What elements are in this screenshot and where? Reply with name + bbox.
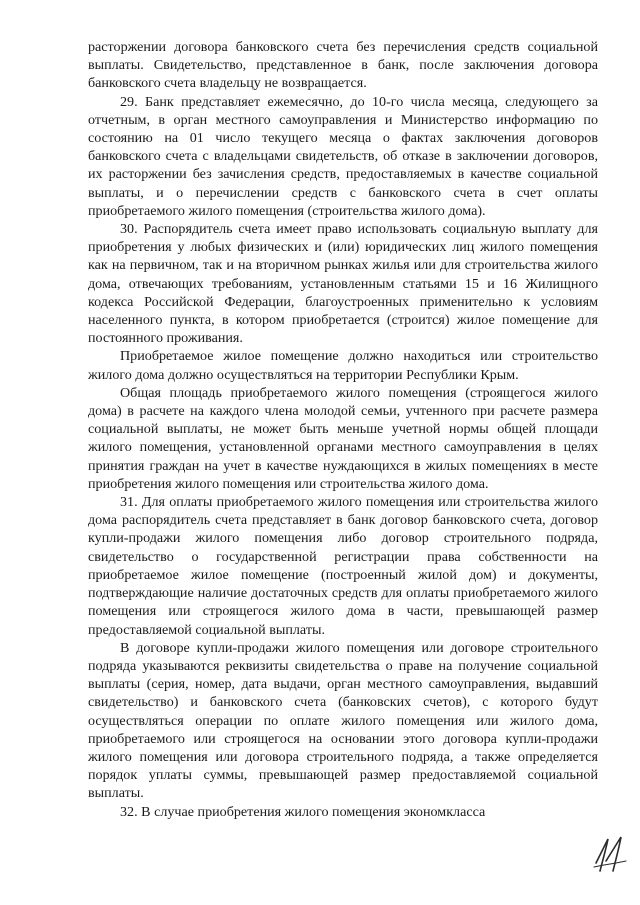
handwritten-signature-icon (592, 833, 632, 875)
document-page (88, 38, 598, 821)
paragraph-continuation: расторжении договора банковского счета без перечисления средств социальной выплаты. Свидетельство, представленное в банк, после заключения договора банковского счета владельцу не возвращается. (88, 39, 598, 92)
paragraph-30: 30. Распорядитель счета имеет право использовать социальную выплату для приобретения у любых физических и (или) юридических лиц жилого помещения как на первичном, так и на вторичном рынках жилья или для строительства жилого дома, отвечающих требованиям, установленным статьями 15 и 16 Жилищного кодекса Российской Федерации, благоустроенных применительно к условиям населенного пункта, в котором приобретается (строится) жилое помещение для постоянного проживания. (88, 221, 598, 347)
paragraph-32: 32. В случае приобретения жилого помещения экономкласса (120, 803, 486, 820)
paragraph-31: 31. Для оплаты приобретаемого жилого помещения или строительства жилого дома распорядитель счета представляет в банк договор банковского счета, договор купли-продажи жилого помещения либо договор строительного подряда, свидетельство о государственной регистрации права собственности на приобретаемое жилое помещение (построенный жилой дом) и документы, подтверждающие наличие достаточных средств для оплаты приобретаемого жилого помещения или строящегося жилого дома в части, превышающей размер предоставляемой социальной выплаты. (88, 494, 598, 638)
paragraph-30-area: Общая площадь приобретаемого жилого помещения (строящегося жилого дома) в расчете на каждого члена молодой семьи, учтенного при расчете размера социальной выплаты, не может быть меньше учетной нормы общей площади жилого помещения, установленной органами местного самоуправления в целях принятия граждан на учет в качестве нуждающихся в жилых помещениях в месте приобретения жилого помещения или строительства жилого дома. (88, 384, 598, 492)
paragraph-29: 29. Банк представляет ежемесячно, до 10-го числа месяца, следующего за отчетным, в орган местного самоуправления и Министерство информацию по состоянию на 01 число текущего месяца о фактах заключения договоров банковского счета с владельцами свидетельств, об отказе в заключении договоров, их расторжении без зачисления средств, предоставляемых в качестве социальной выплаты, и о перечислении средств с банковского счета в счет оплаты приобретаемого жилого помещения (строительства жилого дома). (88, 93, 598, 219)
paragraph-31-details: В договоре купли-продажи жилого помещения или договоре строительного подряда указываются реквизиты свидетельства о праве на получение социальной выплаты (серия, номер, дата выдачи, орган местного самоуправления, выдавший свидетельство) и банковского счета (банковских счетов), с которого будут осуществляться операции по оплате жилого помещения или жилого дома, приобретаемого или строящегося на основании этого договора купли-продажи жилого помещения или договора строительного подряда, а также определяется порядок уплаты суммы, превышающей размер предоставляемой социальной выплаты. (88, 639, 598, 802)
paragraph-30-location: Приобретаемое жилое помещение должно находиться или строительство жилого дома должно осуществляться на территории Республики Крым. (88, 348, 598, 383)
